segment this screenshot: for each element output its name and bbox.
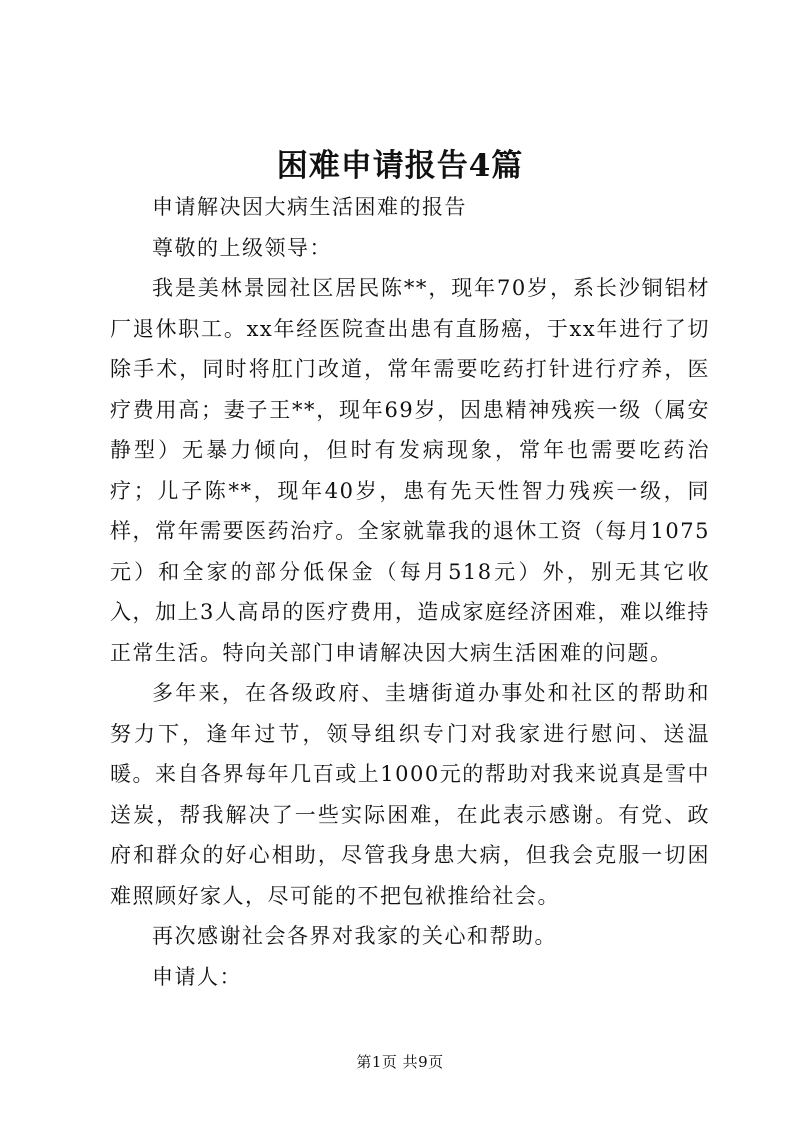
salutation: 尊敬的上级领导： <box>152 235 332 260</box>
body-paragraph: 多年来，在各级政府、圭塘街道办事处和社区的帮助和努力下，逢年过节，领导组织专门对我家进行慰问、送温暖。来自各界每年几百或上1000元的帮助对我来说真是雪中送炭，帮我解决了一些实际困难，在此表示感谢。有党、政府和群众的好心相助，尽管我身患大病，但我会克服一切困难照顾好家人，尽可能的不把包袱推给社会。 <box>110 681 710 908</box>
applicant-label: 申请人： <box>152 964 242 989</box>
document-body <box>110 187 710 997</box>
report-subtitle: 申请解决因大病生活困难的报告 <box>152 195 467 219</box>
page-number: 第1页 共9页 <box>356 1053 444 1071</box>
document-title: 困难申请报告4篇 <box>276 148 524 184</box>
thanks-line: 再次感谢社会各界对我家的关心和帮助。 <box>152 924 557 948</box>
body-paragraph: 我是美林景园社区居民陈**，现年70岁，系长沙铜铝材厂退休职工。xx年经医院查出患有直肠癌，于xx年进行了切除手术，同时将肛门改道，常年需要吃药打针进行疗养，医疗费用高；妻子王**，现年69岁，因患精神残疾一级（属安静型）无暴力倾向，但时有发病现象，常年也需要吃药治疗；儿子陈**，现年40岁，患有先天性智力残疾一级，同样，常年需要医药治疗。全家就靠我的退休工资（每月1075元）和全家的部分低保金（每月518元）外，别无其它收入，加上3人高昂的医疗费用，造成家庭经济困难，难以维持正常生活。特向关部门申请解决因大病生活困难的问题。 <box>110 276 710 665</box>
